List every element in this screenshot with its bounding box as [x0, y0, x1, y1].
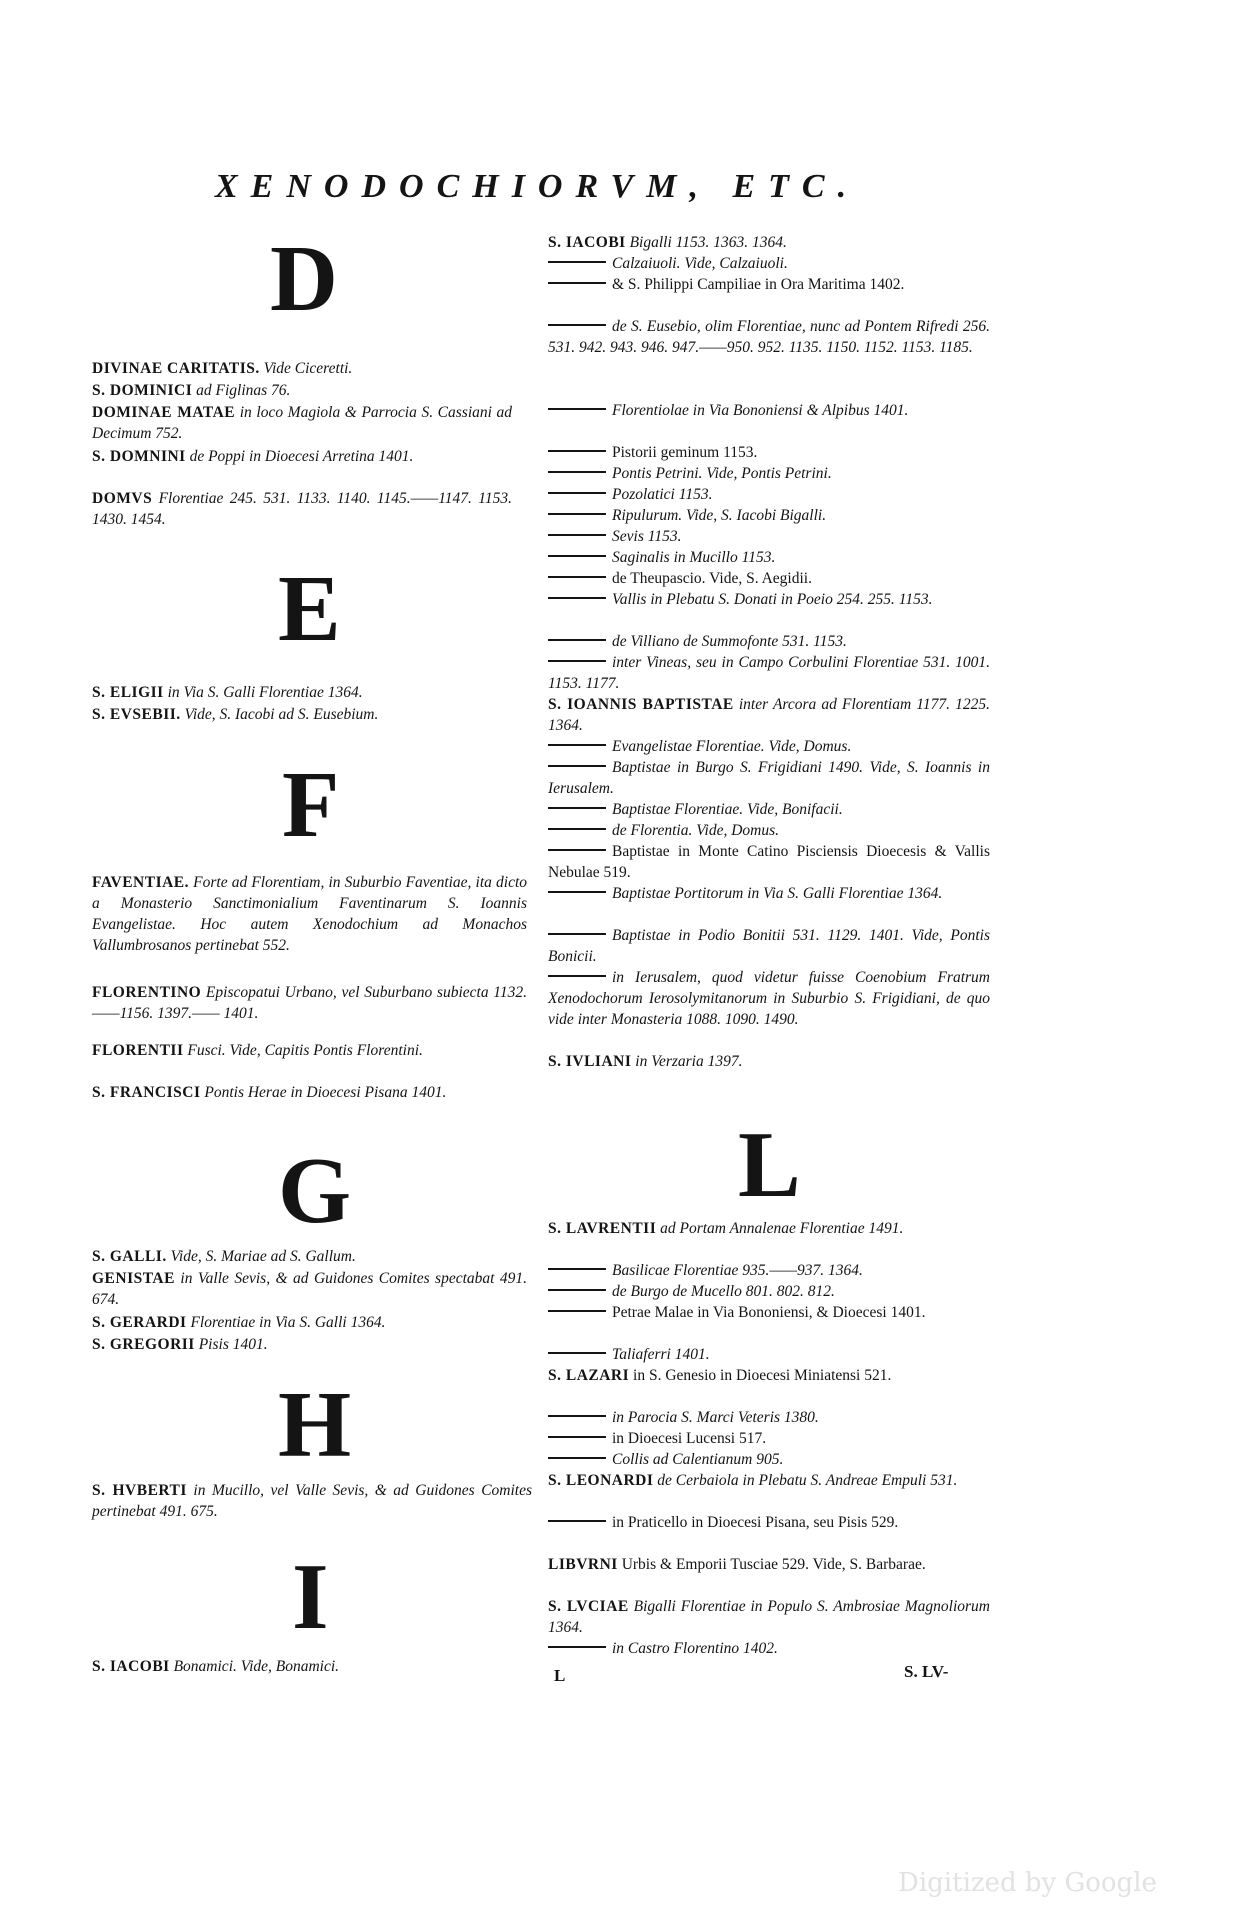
entry-headword: S. DOMNINI [92, 448, 186, 465]
sub-entry [548, 442, 990, 463]
entry-headword: S. GERARDI [92, 1314, 187, 1331]
section-letter-d: D [270, 227, 338, 331]
sub-entry [548, 505, 990, 526]
entry-text: Evangelistae Florentiae. Vide, Domus. [612, 738, 852, 755]
sub-entry [548, 736, 990, 757]
repeat-dash [548, 534, 606, 536]
entry [92, 704, 522, 725]
entry-headword: FLORENTINO [92, 984, 202, 1001]
entry-headword: GENISTAE [92, 1270, 175, 1287]
entry-text: Petrae Malae in Via Bononiensi, & Dioecesi 1401. [612, 1304, 926, 1321]
entry-text: Baptistae in Monte Catino Pisciensis Dioecesis & Vallis Nebulae 519. [548, 843, 990, 881]
repeat-dash [548, 1457, 606, 1459]
entry-text: inter Vineas, seu in Campo Corbulini Florentiae 531. 1001. 1153. 1177. [548, 654, 990, 692]
repeat-dash [548, 975, 606, 977]
entry-text: Vide, S. Mariae ad S. Gallum. [170, 1248, 356, 1265]
section-letter-h: H [278, 1373, 352, 1477]
entry-text: Vide, S. Iacobi ad S. Eusebium. [184, 706, 379, 723]
entry-text: Baptistae Portitorum in Via S. Galli Florentiae 1364. [612, 885, 943, 902]
entry [92, 1040, 527, 1061]
entry-text: de S. Eusebio, olim Florentiae, nunc ad Pontem Rifredi 256. 531. 942. 943. 946. 947.——950. 952. 1135. 1150. 1152. 1153. 1185. [548, 318, 990, 356]
repeat-dash [548, 597, 606, 599]
catchword-right: S. LV- [904, 1662, 949, 1681]
repeat-dash [548, 933, 606, 935]
entry-text: Fusci. Vide, Capitis Pontis Florentini. [187, 1042, 423, 1059]
sub-entry [548, 757, 990, 799]
sub-entry [548, 820, 990, 841]
entry-text: Basilicae Florentiae 935.——937. 1364. [612, 1262, 863, 1279]
repeat-dash [548, 261, 606, 263]
entry-text: ad Figlinas 76. [196, 382, 291, 399]
entry [92, 682, 512, 703]
entry-text: Forte ad Florentiam, in Suburbio Faventiae, ita dicto a Monasterio Sanctimonialium Faventinarum S. Ioannis Evangelistae. Hoc autem Xenodochium ad Monachos Vallumbrosanos pertinebat 552. [92, 874, 528, 954]
repeat-dash [548, 765, 606, 767]
entry-headword: DIVINAE CARITATIS. [92, 360, 260, 377]
sub-entry [548, 526, 990, 547]
entry-text: de Cerbaiola in Plebatu S. Andreae Empuli 531. [657, 1472, 958, 1489]
entry-headword: DOMINAE MATAE [92, 404, 236, 421]
entry-text: Pontis Herae in Dioecesi Pisana 1401. [204, 1084, 447, 1101]
sub-entry [548, 883, 990, 904]
repeat-dash [548, 408, 606, 410]
entry-text: in Parocia S. Marci Veteris 1380. [612, 1409, 819, 1426]
sub-entry [548, 925, 990, 967]
entry [92, 1246, 527, 1267]
entry-text: Pontis Petrini. Vide, Pontis Petrini. [612, 465, 832, 482]
entry [548, 1218, 990, 1239]
entry [92, 1480, 532, 1522]
entry-text: Saginalis in Mucillo 1153. [612, 549, 776, 566]
entry [92, 380, 512, 401]
entry-text: in Verzaria 1397. [635, 1053, 743, 1070]
entry-text: Calzaiuoli. Vide, Calzaiuoli. [612, 255, 788, 272]
entry [92, 1334, 527, 1355]
repeat-dash [548, 282, 606, 284]
catchword-left: L [554, 1666, 566, 1685]
entry-headword: FLORENTII [92, 1042, 184, 1059]
entry-text: in Valle Sevis, & ad Guidones Comites spectabat 491. 674. [92, 1270, 528, 1308]
entry-text: Florentiae 245. 531. 1133. 1140. 1145.——1147. 1153. 1430. 1454. [92, 490, 512, 528]
entry-headword: S. FRANCISCI [92, 1084, 201, 1101]
section-letter-f: F [282, 753, 340, 857]
repeat-dash [548, 555, 606, 557]
entry-text: Pistorii geminum 1153. [612, 444, 758, 461]
entry-text: Florentiolae in Via Bononiensi & Alpibus 1401. [612, 402, 909, 419]
sub-entry [548, 841, 990, 883]
watermark-text: Digitized by Google [898, 1868, 1157, 1898]
entry-text: Urbis & Emporii Tusciae 529. Vide, S. Barbarae. [621, 1556, 926, 1573]
sub-entry [548, 547, 990, 568]
entry [548, 1051, 990, 1072]
entry [92, 872, 527, 956]
repeat-dash [548, 891, 606, 893]
entry-headword: S. IVLIANI [548, 1053, 632, 1070]
entry-text: de Theupascio. Vide, S. Aegidii. [612, 570, 812, 587]
entry-headword: S. LVCIAE [548, 1598, 629, 1615]
entry-headword: S. HVBERTI [92, 1482, 187, 1499]
entry-text: in Dioecesi Lucensi 517. [612, 1430, 767, 1447]
entry-headword: S. LAZARI [548, 1367, 630, 1384]
entry-headword: DOMVS [92, 490, 153, 507]
entry-headword: S. EVSEBII. [92, 706, 181, 723]
repeat-dash [548, 513, 606, 515]
repeat-dash [548, 1352, 606, 1354]
entry-headword: S. ELIGII [92, 684, 164, 701]
sub-entry [548, 652, 990, 694]
sub-entry [548, 400, 990, 421]
entry-text: Collis ad Calentianum 905. [612, 1451, 784, 1468]
entry-text: de Florentia. Vide, Domus. [612, 822, 780, 839]
entry-text: de Burgo de Mucello 801. 802. 812. [612, 1283, 835, 1300]
sub-entry [548, 1281, 990, 1302]
section-letter-g: G [278, 1139, 352, 1243]
entry [92, 402, 512, 444]
repeat-dash [548, 1310, 606, 1312]
entry [92, 446, 512, 467]
sub-entry [548, 568, 990, 589]
sub-entry [548, 463, 990, 484]
sub-entry [548, 1260, 990, 1281]
sub-entry [548, 589, 990, 610]
entry [548, 1365, 990, 1386]
repeat-dash [548, 1415, 606, 1417]
entry [92, 488, 512, 530]
entry-text: in Ierusalem, quod videtur fuisse Coenobium Fratrum Xenodochorum Ierosolymitanorum in Suburbio S. Frigidiani, de quo vide inter Monasteria 1088. 1090. 1490. [548, 969, 990, 1028]
entry [92, 1312, 527, 1333]
sub-entry [548, 1428, 990, 1449]
repeat-dash [548, 576, 606, 578]
entry-headword: S. IOANNIS BAPTISTAE [548, 696, 734, 713]
sub-entry [548, 1512, 990, 1533]
section-letter-l: L [738, 1113, 801, 1217]
entry-headword: S. GREGORII [92, 1336, 195, 1353]
entry [548, 694, 990, 736]
sub-entry [548, 967, 990, 1030]
entry-headword: S. IACOBI [92, 1658, 170, 1675]
entry [92, 982, 527, 1024]
sub-entry [548, 1638, 990, 1659]
sub-entry [548, 631, 990, 652]
entry-text: Taliaferri 1401. [612, 1346, 710, 1363]
sub-entry [548, 316, 990, 358]
entry-text: & S. Philippi Campiliae in Ora Maritima 1402. [612, 276, 905, 293]
entry-text: in Mucillo, vel Valle Sevis, & ad Guidones Comites pertinebat 491. 675. [92, 1482, 532, 1520]
repeat-dash [548, 744, 606, 746]
repeat-dash [548, 1436, 606, 1438]
repeat-dash [548, 828, 606, 830]
entry-text: in S. Genesio in Dioecesi Miniatensi 521. [633, 1367, 892, 1384]
sub-entry [548, 1344, 990, 1365]
sub-entry [548, 253, 990, 274]
entry-text: Baptistae in Burgo S. Frigidiani 1490. Vide, S. Ioannis in Ierusalem. [548, 759, 990, 797]
entry-text: Bigalli Florentiae in Populo S. Ambrosiae Magnoliorum 1364. [548, 1598, 990, 1636]
repeat-dash [548, 807, 606, 809]
entry [548, 232, 990, 253]
entry [548, 1470, 990, 1491]
entry-text: Vallis in Plebatu S. Donati in Poeio 254. 255. 1153. [612, 591, 933, 608]
entry-text: in Via S. Galli Florentiae 1364. [167, 684, 363, 701]
sub-entry [548, 274, 990, 295]
entry-text: Sevis 1153. [612, 528, 682, 545]
entry-text: in loco Magiola & Parrocia S. Cassiani ad Decimum 752. [92, 404, 513, 442]
repeat-dash [548, 1289, 606, 1291]
entry [92, 1656, 532, 1677]
entry-text: Ripulurum. Vide, S. Iacobi Bigalli. [612, 507, 827, 524]
entry-headword: S. LAVRENTII [548, 1220, 657, 1237]
sub-entry [548, 799, 990, 820]
entry-text: Vide Ciceretti. [263, 360, 353, 377]
entry-text: Florentiae in Via S. Galli 1364. [190, 1314, 386, 1331]
entry-headword: FAVENTIAE. [92, 874, 190, 891]
entry-text: Bigalli 1153. 1363. 1364. [629, 234, 787, 251]
entry-text: Baptistae Florentiae. Vide, Bonifacii. [612, 801, 843, 818]
repeat-dash [548, 1268, 606, 1270]
entry [92, 1268, 527, 1310]
entry-text: ad Portam Annalenae Florentiae 1491. [660, 1220, 904, 1237]
entry [92, 358, 462, 379]
entry-text: de Poppi in Dioecesi Arretina 1401. [189, 448, 414, 465]
entry-text: Episcopatui Urbano, vel Suburbano subiecta 1132.——1156. 1397.—— 1401. [92, 984, 527, 1022]
page-title: XENODOCHIORVM, ETC. [215, 168, 860, 205]
repeat-dash [548, 324, 606, 326]
repeat-dash [548, 1646, 606, 1648]
entry-text: Pisis 1401. [198, 1336, 268, 1353]
entry-text: inter Arcora ad Florentiam 1177. 1225. 1364. [548, 696, 990, 734]
entry-text: Pozolatici 1153. [612, 486, 713, 503]
entry-text: de Villiano de Summofonte 531. 1153. [612, 633, 847, 650]
entry-text: Bonamici. Vide, Bonamici. [173, 1658, 340, 1675]
sub-entry [548, 484, 990, 505]
repeat-dash [548, 849, 606, 851]
entry-headword: S. LEONARDI [548, 1472, 654, 1489]
sub-entry [548, 1407, 990, 1428]
section-letter-i: I [292, 1545, 329, 1649]
repeat-dash [548, 660, 606, 662]
entry [548, 1554, 990, 1575]
repeat-dash [548, 639, 606, 641]
entry-headword: LIBVRNI [548, 1556, 618, 1573]
section-letter-e: E [278, 557, 341, 661]
entry-headword: S. IACOBI [548, 234, 626, 251]
repeat-dash [548, 471, 606, 473]
repeat-dash [548, 492, 606, 494]
entry-text: Baptistae in Podio Bonitii 531. 1129. 1401. Vide, Pontis Bonicii. [548, 927, 990, 965]
sub-entry [548, 1449, 990, 1470]
entry-text: in Castro Florentino 1402. [612, 1640, 778, 1657]
entry-text: in Praticello in Dioecesi Pisana, seu Pisis 529. [612, 1514, 899, 1531]
entry [92, 1082, 527, 1103]
entry-headword: S. GALLI. [92, 1248, 167, 1265]
repeat-dash [548, 450, 606, 452]
entry-headword: S. DOMINICI [92, 382, 193, 399]
repeat-dash [548, 1520, 606, 1522]
digitized-watermark [898, 1868, 1157, 1898]
entry [548, 1596, 990, 1638]
sub-entry [548, 1302, 990, 1323]
